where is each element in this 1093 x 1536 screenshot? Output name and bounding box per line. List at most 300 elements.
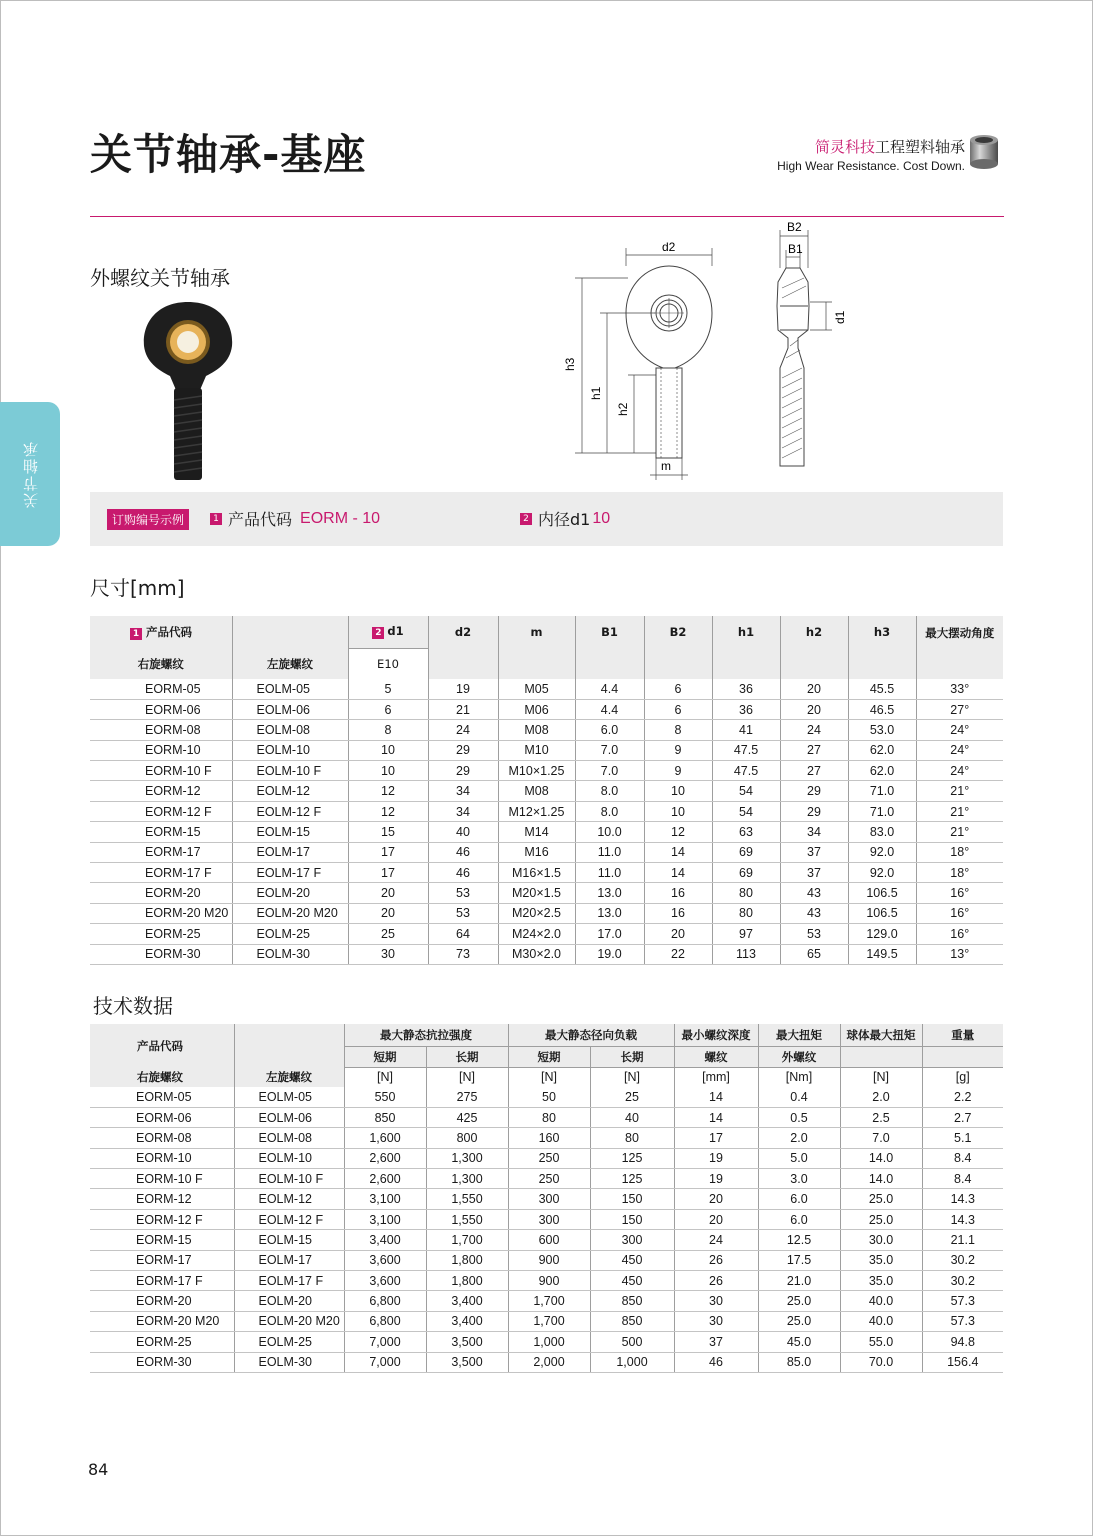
tech-table-row (90, 1087, 1003, 1107)
dimension-table-cell: 13° (916, 944, 1003, 964)
tech-unit-n-5: [N] (840, 1067, 922, 1087)
tech-col-product-code: 产品代码 (90, 1024, 234, 1067)
dimension-table-cell: 71.0 (848, 781, 916, 801)
tech-table-cell: 6,800 (344, 1311, 426, 1331)
dimension-table-cell: 24 (780, 720, 848, 740)
tech-table-cell: 3,400 (426, 1291, 508, 1311)
section-subtitle: 外螺纹关节轴承 (90, 266, 230, 290)
tech-table-cell: 25.0 (758, 1311, 840, 1331)
dimension-table-cell: 6 (348, 699, 428, 719)
dimension-table-row (90, 842, 1003, 862)
dimension-table-cell: 69 (712, 842, 780, 862)
tech-table-cell: 125 (590, 1148, 674, 1168)
dimension-table-cell: 71.0 (848, 801, 916, 821)
dimension-table-row (90, 822, 1003, 842)
dimension-table-cell: 53 (780, 924, 848, 944)
tech-table-cell: 0.5 (758, 1107, 840, 1127)
dimension-table-cell: 12 (348, 801, 428, 821)
dimension-table-cell: M06 (498, 699, 575, 719)
dimension-table-row (90, 781, 1003, 801)
dimension-table-row (90, 944, 1003, 964)
tech-table-cell: 2.0 (758, 1128, 840, 1148)
side-tab (0, 402, 60, 546)
side-view (777, 268, 809, 466)
tech-table-cell: EORM-17 F (90, 1271, 234, 1291)
dim-col-right-thread: 右旋螺纹 (90, 648, 232, 679)
dimension-table-cell: 43 (780, 903, 848, 923)
dimension-table-row (90, 679, 1003, 699)
front-view (626, 266, 712, 458)
dimension-table-cell: 29 (428, 740, 498, 760)
tech-table-cell: EORM-12 F (90, 1209, 234, 1229)
tech-table-cell: 57.3 (922, 1291, 1003, 1311)
tech-table-row (90, 1107, 1003, 1127)
tech-table-cell: EORM-15 (90, 1230, 234, 1250)
dimension-table-cell: 16 (644, 903, 712, 923)
dimension-table-cell: 29 (428, 761, 498, 781)
tech-sub-tensile-long: 长期 (426, 1046, 508, 1067)
dimension-table-cell: M10 (498, 740, 575, 760)
tech-table-cell: 1,700 (508, 1311, 590, 1331)
tech-unit-n-2: [N] (426, 1067, 508, 1087)
tech-table-cell: 25.0 (758, 1291, 840, 1311)
dimension-table-cell: 80 (712, 903, 780, 923)
dimension-table-cell: 20 (644, 924, 712, 944)
dimension-table-cell: M08 (498, 781, 575, 801)
dimension-table-cell: 10 (348, 740, 428, 760)
tech-table-cell: EOLM-20 M20 (234, 1311, 344, 1331)
tech-table-cell: EORM-17 (90, 1250, 234, 1270)
tech-table-cell: 300 (590, 1230, 674, 1250)
tech-table-cell: 30 (674, 1311, 758, 1331)
dimension-table-cell: 17.0 (575, 924, 644, 944)
dimension-table-cell: 106.5 (848, 903, 916, 923)
tech-table-row (90, 1230, 1003, 1250)
tech-table-cell: EORM-05 (90, 1087, 234, 1107)
dimension-table-cell: 10.0 (575, 822, 644, 842)
dim-col-b2: B2 (644, 616, 712, 679)
tech-table-cell: EORM-10 (90, 1148, 234, 1168)
tech-table-cell: 12.5 (758, 1230, 840, 1250)
dimension-table-cell: 8 (644, 720, 712, 740)
tech-table-row (90, 1271, 1003, 1291)
tech-table-cell: 6.0 (758, 1189, 840, 1209)
tech-table-cell: 46 (674, 1352, 758, 1372)
dimension-table-cell: 62.0 (848, 761, 916, 781)
tech-sub-thread: 螺纹 (674, 1046, 758, 1067)
tech-table-cell: 21.0 (758, 1271, 840, 1291)
tech-table-cell: 40 (590, 1107, 674, 1127)
tech-table-cell: 25 (590, 1087, 674, 1107)
dimension-table-cell: 8.0 (575, 801, 644, 821)
tech-sub-ball-empty (840, 1046, 922, 1067)
dim-col-h3: h3 (848, 616, 916, 679)
dimension-table-cell: 17 (348, 842, 428, 862)
tech-table-cell: EOLM-10 (234, 1148, 344, 1168)
dimension-table-row (90, 699, 1003, 719)
dimension-table-cell: 6 (644, 699, 712, 719)
tech-table-cell: 7.0 (840, 1128, 922, 1148)
tech-table-cell: 160 (508, 1128, 590, 1148)
tech-table-cell: EOLM-25 (234, 1332, 344, 1352)
dimension-table-cell: 21° (916, 822, 1003, 842)
dimension-table-cell: 33° (916, 679, 1003, 699)
dimension-table-cell: 24° (916, 740, 1003, 760)
dimension-table-cell: 17 (348, 863, 428, 883)
tech-sub-radial-short: 短期 (508, 1046, 590, 1067)
tech-table-cell: 300 (508, 1189, 590, 1209)
dimension-table-cell: 21 (428, 699, 498, 719)
dimension-table-cell: M20×2.5 (498, 903, 575, 923)
dimension-table-cell: 24° (916, 720, 1003, 740)
dimension-table-cell: 27 (780, 761, 848, 781)
dimension-table-cell: 34 (780, 822, 848, 842)
tech-table-cell: 8.4 (922, 1169, 1003, 1189)
dimension-table-cell: 4.4 (575, 699, 644, 719)
dim-col-angle: 最大摆动角度 (916, 616, 1003, 679)
dimension-table-cell: 11.0 (575, 863, 644, 883)
tech-table-cell: 70.0 (840, 1352, 922, 1372)
dimension-table-cell: EORM-20 (90, 883, 232, 903)
tech-table-cell: EOLM-08 (234, 1128, 344, 1148)
dim-col-h1: h1 (712, 616, 780, 679)
dimension-table-cell: EORM-25 (90, 924, 232, 944)
dim-col-empty (232, 616, 348, 648)
tech-unit-g: [g] (922, 1067, 1003, 1087)
dim-col-b1: B1 (575, 616, 644, 679)
dim-col-m: m (498, 616, 575, 679)
tech-table-cell: 20 (674, 1189, 758, 1209)
tech-table-cell: EORM-10 F (90, 1169, 234, 1189)
tech-table-cell: 1,800 (426, 1250, 508, 1270)
tech-table-cell: 55.0 (840, 1332, 922, 1352)
dim-col-h2: h2 (780, 616, 848, 679)
tech-table-cell: 7,000 (344, 1352, 426, 1372)
dimension-table-cell: 46 (428, 842, 498, 862)
tech-table-cell: 500 (590, 1332, 674, 1352)
dimension-table-cell: 21° (916, 801, 1003, 821)
dimension-table-cell: 113 (712, 944, 780, 964)
dimension-table-cell: EORM-12 (90, 781, 232, 801)
order-example-tag: 订购编号示例 (107, 509, 189, 530)
dimension-table-cell: 14 (644, 842, 712, 862)
dimension-table-cell: EOLM-06 (232, 699, 348, 719)
tech-table-cell: 14.3 (922, 1209, 1003, 1229)
dimension-table-cell: EORM-17 F (90, 863, 232, 883)
bearing-logo-icon (968, 134, 1000, 170)
dimension-table-cell: 92.0 (848, 863, 916, 883)
tech-table-cell: 40.0 (840, 1291, 922, 1311)
dimension-table-cell: 18° (916, 863, 1003, 883)
dimension-table-cell: 20 (780, 679, 848, 699)
dimension-table-cell: 16° (916, 924, 1003, 944)
tech-table-cell: EOLM-10 F (234, 1169, 344, 1189)
tech-table-cell: 20 (674, 1209, 758, 1229)
tech-table-cell: 25.0 (840, 1189, 922, 1209)
dimension-table-cell: 24 (428, 720, 498, 740)
tech-table-cell: EORM-06 (90, 1107, 234, 1127)
tech-table-cell: 900 (508, 1271, 590, 1291)
dimension-table-cell: 12 (348, 781, 428, 801)
tech-table-cell: 1,800 (426, 1271, 508, 1291)
dimension-table-cell: 27° (916, 699, 1003, 719)
dimension-table-row (90, 863, 1003, 883)
tech-table-cell: 2,600 (344, 1169, 426, 1189)
tech-table-row (90, 1250, 1003, 1270)
tech-data-table (90, 1024, 1003, 1373)
tech-table-cell: 5.0 (758, 1148, 840, 1168)
dimension-table-row (90, 924, 1003, 944)
tech-table-cell: 3,600 (344, 1271, 426, 1291)
dimension-table-cell: 20 (348, 903, 428, 923)
tech-table-cell: 3,100 (344, 1209, 426, 1229)
tech-table-cell: 1,000 (590, 1352, 674, 1372)
tech-table-cell: EOLM-15 (234, 1230, 344, 1250)
tech-sub-radial-long: 长期 (590, 1046, 674, 1067)
tech-table-cell: 14.3 (922, 1189, 1003, 1209)
order-item-product-code (210, 507, 380, 530)
dimension-table-cell: 62.0 (848, 740, 916, 760)
dimension-table-cell: 46 (428, 863, 498, 883)
tech-table-cell: 6,800 (344, 1291, 426, 1311)
dimension-table-cell: EORM-12 F (90, 801, 232, 821)
tech-table-row (90, 1128, 1003, 1148)
dimension-table-cell: 54 (712, 781, 780, 801)
tech-table-cell: 600 (508, 1230, 590, 1250)
tech-table-cell: 150 (590, 1189, 674, 1209)
dimension-table-cell: EORM-08 (90, 720, 232, 740)
dimension-table-cell: 129.0 (848, 924, 916, 944)
tech-table-cell: 800 (426, 1128, 508, 1148)
tech-table-cell: 8.4 (922, 1148, 1003, 1168)
dimension-table-cell: EORM-10 F (90, 761, 232, 781)
dimension-table-cell: EORM-17 (90, 842, 232, 862)
dimension-table-cell: 65 (780, 944, 848, 964)
tech-table-cell: EORM-30 (90, 1352, 234, 1372)
tech-table-cell: EORM-20 M20 (90, 1311, 234, 1331)
dim-h1-label: h1 (589, 386, 603, 400)
page-title: 关节轴承-基座 (90, 130, 367, 179)
dimension-table-cell: 16° (916, 883, 1003, 903)
tech-data-title: 技术数据 (93, 994, 173, 1018)
tech-table-cell: 7,000 (344, 1332, 426, 1352)
dimension-table-cell: EOLM-20 M20 (232, 903, 348, 923)
tech-table-cell: 3,100 (344, 1189, 426, 1209)
tech-col-left-thread: 左旋螺纹 (234, 1024, 344, 1087)
dimension-table-cell: 24° (916, 761, 1003, 781)
tech-table-cell: EOLM-20 (234, 1291, 344, 1311)
page-number: 84 (88, 1460, 109, 1479)
order-example-box (90, 492, 1003, 546)
dimension-table-cell: 29 (780, 801, 848, 821)
dim-b1-label: B1 (788, 242, 803, 256)
tech-table-cell: 2.5 (840, 1107, 922, 1127)
tech-table-cell: 250 (508, 1169, 590, 1189)
header-divider (90, 216, 1004, 217)
dimension-table-cell: M24×2.0 (498, 924, 575, 944)
dimension-table-cell: 10 (644, 781, 712, 801)
tech-table-cell: EORM-12 (90, 1189, 234, 1209)
dimension-table-cell: 37 (780, 863, 848, 883)
dimension-table-cell: 149.5 (848, 944, 916, 964)
tech-table-cell: 3,600 (344, 1250, 426, 1270)
rod-end-photo (138, 300, 238, 482)
dim-col-d1-tolerance: E10 (348, 648, 428, 679)
order-item1-value: EORM - 10 (300, 509, 381, 527)
tech-table-cell: 1,300 (426, 1169, 508, 1189)
badge-2: 2 (372, 627, 384, 639)
order-item2-value: 10 (592, 509, 611, 527)
dimension-table-cell: EOLM-10 F (232, 761, 348, 781)
tech-table-cell: 3,400 (426, 1311, 508, 1331)
dim-m-label: m (661, 459, 671, 473)
tech-table-cell: 30 (674, 1291, 758, 1311)
dimension-table-cell: 53 (428, 903, 498, 923)
dimension-table-cell: 41 (712, 720, 780, 740)
tech-table-cell: EOLM-05 (234, 1087, 344, 1107)
dimension-table-cell: M05 (498, 679, 575, 699)
dimension-table-cell: 19.0 (575, 944, 644, 964)
tech-table-cell: 450 (590, 1271, 674, 1291)
dimension-table-cell: 97 (712, 924, 780, 944)
tech-table-cell: 17 (674, 1128, 758, 1148)
dimension-table-cell: 40 (428, 822, 498, 842)
tech-table-cell: EORM-08 (90, 1128, 234, 1148)
tech-table-cell: 3.0 (758, 1169, 840, 1189)
side-tab-label: 关节轴承 (21, 440, 40, 508)
dimension-table-cell: M10×1.25 (498, 761, 575, 781)
tech-table-cell: 1,600 (344, 1128, 426, 1148)
tech-table-cell: 37 (674, 1332, 758, 1352)
tech-table-cell: 19 (674, 1169, 758, 1189)
brand-name-pink: 简灵科技 (814, 138, 875, 156)
dimension-table-cell: 53 (428, 883, 498, 903)
dimension-table-cell: 45.5 (848, 679, 916, 699)
tech-table-cell: 1,550 (426, 1209, 508, 1229)
tech-table-cell: 14 (674, 1107, 758, 1127)
dimension-table-cell: EORM-05 (90, 679, 232, 699)
tech-table-cell: 425 (426, 1107, 508, 1127)
tech-table-row (90, 1169, 1003, 1189)
dimension-table-row (90, 883, 1003, 903)
dimension-table-cell: EOLM-25 (232, 924, 348, 944)
dimension-table-cell: EOLM-20 (232, 883, 348, 903)
dimension-table-cell: 34 (428, 781, 498, 801)
dimension-table-cell: 80 (712, 883, 780, 903)
side-hatching (782, 278, 806, 458)
dimension-table-cell: M08 (498, 720, 575, 740)
tech-table-cell: 2.2 (922, 1087, 1003, 1107)
dimension-table-cell: 13.0 (575, 883, 644, 903)
dimension-table-cell: 6 (644, 679, 712, 699)
tech-table-cell: 24 (674, 1230, 758, 1250)
dimension-table-cell: 53.0 (848, 720, 916, 740)
tech-table-cell: 21.1 (922, 1230, 1003, 1250)
dimension-table-cell: 22 (644, 944, 712, 964)
dim-h3-label: h3 (563, 357, 577, 371)
dimension-table-cell: 43 (780, 883, 848, 903)
dimension-table-row (90, 801, 1003, 821)
tech-table-cell: 30.2 (922, 1250, 1003, 1270)
dimension-table-cell: EOLM-17 (232, 842, 348, 862)
dimension-table-cell: 30 (348, 944, 428, 964)
tech-table-cell: 30.2 (922, 1271, 1003, 1291)
brand-name (777, 136, 965, 157)
dimension-table-cell: EOLM-08 (232, 720, 348, 740)
tech-table-cell: EORM-20 (90, 1291, 234, 1311)
dimension-table-cell: 37 (780, 842, 848, 862)
dimension-table-cell: 16 (644, 883, 712, 903)
tech-table-cell: 850 (344, 1107, 426, 1127)
brand-block (777, 136, 965, 173)
tech-table-row (90, 1332, 1003, 1352)
order-item1-label: 产品代码 (228, 510, 293, 529)
tech-table-cell: EOLM-17 (234, 1250, 344, 1270)
tech-table-cell: 450 (590, 1250, 674, 1270)
tech-table-cell: 250 (508, 1148, 590, 1168)
tech-table-cell: 85.0 (758, 1352, 840, 1372)
dimension-table-cell: 29 (780, 781, 848, 801)
dimension-table-cell: 18° (916, 842, 1003, 862)
tech-col-thread-depth: 最小螺纹深度 (674, 1024, 758, 1046)
dimension-table-cell: 14 (644, 863, 712, 883)
dimension-table-cell: 106.5 (848, 883, 916, 903)
tech-table-row (90, 1189, 1003, 1209)
front-dimensions (575, 248, 712, 480)
tech-table-cell: 1,550 (426, 1189, 508, 1209)
tech-table-cell: 1,700 (508, 1291, 590, 1311)
tech-unit-n-3: [N] (508, 1067, 590, 1087)
dimension-table-cell: 9 (644, 761, 712, 781)
tech-table-cell: 57.3 (922, 1311, 1003, 1331)
tech-col-radial: 最大静态径向负载 (508, 1024, 674, 1046)
dimension-table-cell: 54 (712, 801, 780, 821)
dimensions-table-body (90, 679, 1003, 964)
dimensions-table (90, 616, 1003, 965)
dimension-table-cell: M20×1.5 (498, 883, 575, 903)
dimension-table-cell: EOLM-12 (232, 781, 348, 801)
tech-table-cell: 30.0 (840, 1230, 922, 1250)
dimension-table-cell: 13.0 (575, 903, 644, 923)
badge-2: 2 (520, 513, 532, 525)
dimension-table-cell: 46.5 (848, 699, 916, 719)
tech-table-row (90, 1352, 1003, 1372)
tech-table-cell: EOLM-12 F (234, 1209, 344, 1229)
tech-table-cell: 850 (590, 1311, 674, 1331)
tech-table-cell: 125 (590, 1169, 674, 1189)
dim-col-left-thread: 左旋螺纹 (232, 648, 348, 679)
tech-table-cell: 150 (590, 1209, 674, 1229)
dimension-table-cell: 8.0 (575, 781, 644, 801)
dimension-table-cell: M30×2.0 (498, 944, 575, 964)
dimension-table-cell: 9 (644, 740, 712, 760)
brand-slogan: High Wear Resistance. Cost Down. (777, 159, 965, 173)
tech-col-tensile: 最大静态抗拉强度 (344, 1024, 508, 1046)
dim-col-d1: 2 d1 (348, 616, 428, 648)
dim-d2-label: d2 (662, 240, 676, 254)
dimension-table-cell: 47.5 (712, 740, 780, 760)
tech-table-cell: 1,000 (508, 1332, 590, 1352)
tech-col-right-thread: 右旋螺纹 (90, 1067, 234, 1087)
tech-table-row (90, 1209, 1003, 1229)
dimension-table-cell: EOLM-30 (232, 944, 348, 964)
tech-table-cell: EOLM-17 F (234, 1271, 344, 1291)
dimension-table-row (90, 720, 1003, 740)
dimension-table-cell: EORM-20 M20 (90, 903, 232, 923)
technical-drawing (560, 218, 860, 488)
tech-table-cell: EOLM-12 (234, 1189, 344, 1209)
dimension-table-cell: 8 (348, 720, 428, 740)
